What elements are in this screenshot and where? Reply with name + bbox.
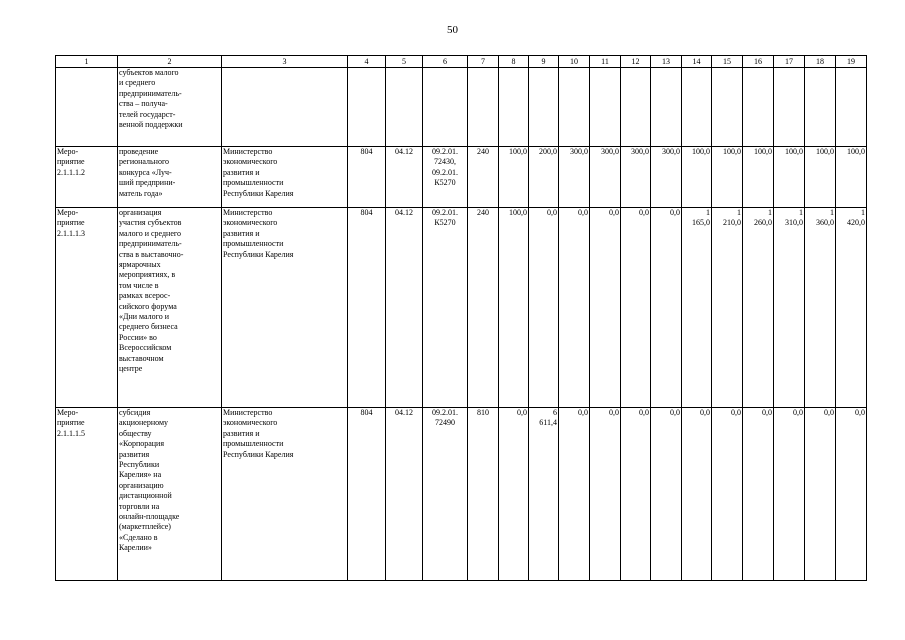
budget-table [55,55,867,581]
table-cell [348,68,386,147]
table-cell: 100,0 [682,147,712,208]
column-header: 18 [805,56,836,68]
column-header: 1 [56,56,118,68]
table-cell [712,68,743,147]
table-cell: 0,0 [621,408,651,581]
table-cell: 300,0 [559,147,590,208]
table-cell [774,68,805,147]
table-cell [682,68,712,147]
table-cell: 1 210,0 [712,208,743,408]
column-header: 8 [499,56,529,68]
table-cell: 0,0 [651,408,682,581]
table-cell: 0,0 [712,408,743,581]
table-cell [743,68,774,147]
page-number: 50 [447,24,458,36]
table-cell: 0,0 [621,208,651,408]
column-header: 6 [423,56,468,68]
table-cell [468,68,499,147]
column-header: 2 [118,56,222,68]
table-row [56,68,867,147]
table-cell: 1 360,0 [805,208,836,408]
column-header: 3 [222,56,348,68]
table-cell: 300,0 [621,147,651,208]
table-cell: 300,0 [590,147,621,208]
table-cell: 09.2.01. К5270 [423,208,468,408]
table-row [56,408,867,581]
table-cell: 100,0 [499,147,529,208]
table-cell: 810 [468,408,499,581]
column-header: 11 [590,56,621,68]
table-cell: 0,0 [529,208,559,408]
table-cell [559,68,590,147]
table-cell [621,68,651,147]
table-cell [423,68,468,147]
table-cell: 0,0 [590,208,621,408]
responsible-body: Министерство экономического развития и промышленности Республики Карелия [222,408,348,581]
column-header: 17 [774,56,805,68]
header-row [56,56,867,68]
responsible-body: Министерство экономического развития и промышленности Республики Карелия [222,208,348,408]
table-cell [651,68,682,147]
table-cell: 300,0 [651,147,682,208]
activity-code: Меро- приятие 2.1.1.1.2 [56,147,118,208]
table-row [56,208,867,408]
column-header: 9 [529,56,559,68]
table-cell: 200,0 [529,147,559,208]
column-header: 16 [743,56,774,68]
table-cell: 0,0 [559,408,590,581]
table-row [56,147,867,208]
table-cell: 100,0 [499,208,529,408]
table-cell: 0,0 [805,408,836,581]
table-cell: 1 420,0 [836,208,867,408]
column-header: 10 [559,56,590,68]
table-cell: 1 310,0 [774,208,805,408]
table-cell: 0,0 [743,408,774,581]
column-header: 15 [712,56,743,68]
table-cell: 0,0 [590,408,621,581]
table-cell [836,68,867,147]
table-cell: 804 [348,208,386,408]
activity-name: субъектов малого и среднего предприниматель- ства – получа- телей государст- венной поддержки [118,68,222,147]
table-cell: 04.12 [386,208,423,408]
table-cell: 1 260,0 [743,208,774,408]
table-cell: 100,0 [805,147,836,208]
column-header: 13 [651,56,682,68]
activity-name: проведение регионального конкурса «Луч- ший предприни- матель года» [118,147,222,208]
activity-code: Меро- приятие 2.1.1.1.3 [56,208,118,408]
column-header: 12 [621,56,651,68]
table-cell: 6 611,4 [529,408,559,581]
table-cell: 0,0 [559,208,590,408]
activity-code: Меро- приятие 2.1.1.1.5 [56,408,118,581]
table-cell: 100,0 [743,147,774,208]
table-cell: 0,0 [836,408,867,581]
column-header: 19 [836,56,867,68]
table-cell: 240 [468,208,499,408]
activity-name: организация участия субъектов малого и среднего предприниматель- ства в выставочно- ярмарочных мероприятиях, в том числе в рамках всерос- сийского форума «Дни малого и среднего бизнеса России» во Всероссийском выставочном центре [118,208,222,408]
table-cell [499,68,529,147]
table-cell: 804 [348,147,386,208]
table-cell: 804 [348,408,386,581]
table-cell: 04.12 [386,147,423,208]
column-header: 7 [468,56,499,68]
activity-code [56,68,118,147]
table-cell [386,68,423,147]
table-cell: 1 165,0 [682,208,712,408]
table-cell: 09.2.01. 72490 [423,408,468,581]
column-header: 14 [682,56,712,68]
activity-name: субсидия акционерному обществу «Корпорация развития Республики Карелия» на организацию дистанционной торговли на онлайн-площадке (маркетплейсе) «Сделано в Карелии» [118,408,222,581]
table-cell: 240 [468,147,499,208]
responsible-body: Министерство экономического развития и промышленности Республики Карелия [222,147,348,208]
table-cell: 100,0 [712,147,743,208]
column-header: 5 [386,56,423,68]
table-cell: 0,0 [651,208,682,408]
table-cell: 0,0 [499,408,529,581]
table-cell: 09.2.01. 72430, 09.2.01. К5270 [423,147,468,208]
table-cell: 100,0 [774,147,805,208]
table-cell: 0,0 [774,408,805,581]
table-cell [805,68,836,147]
table-cell [590,68,621,147]
responsible-body [222,68,348,147]
table-cell: 04.12 [386,408,423,581]
table-cell: 0,0 [682,408,712,581]
table-cell [529,68,559,147]
table-cell: 100,0 [836,147,867,208]
column-header: 4 [348,56,386,68]
